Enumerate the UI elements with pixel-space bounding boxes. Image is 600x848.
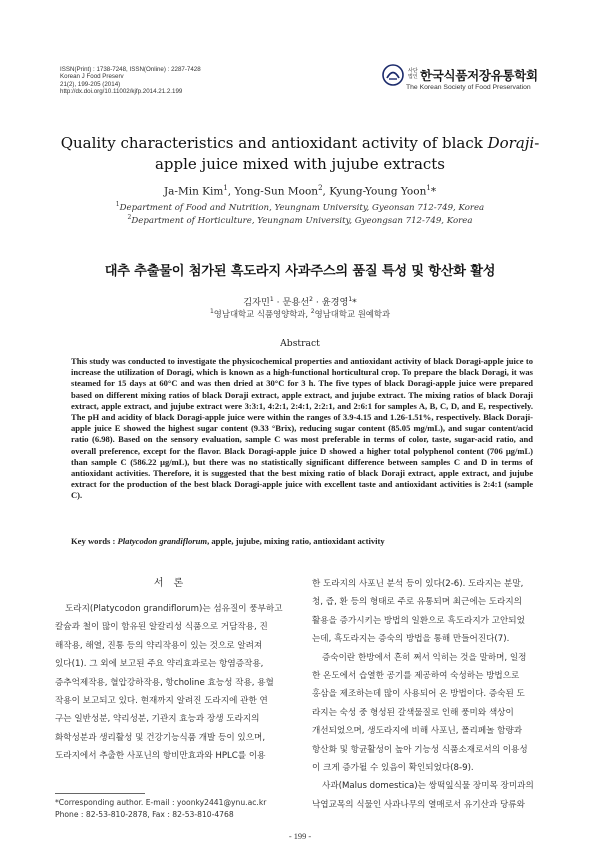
body-line: 홍삼을 제조하는데 많이 사용되어 온 방법이다. 증숙된 도 — [312, 689, 525, 700]
society-name-ko: 한국식품저장유통학회 — [420, 68, 538, 83]
journal-name: Korean J Food Preserv — [60, 73, 124, 81]
body-line: 이 크게 증가될 수 있음이 확인되었다(8-9). — [312, 763, 474, 774]
society-logo — [382, 64, 552, 94]
footnote-divider — [55, 793, 145, 794]
body-line: 는데, 흑도라지는 증숙의 방법을 통해 만들어진다(7). — [312, 634, 510, 645]
paper-title-ko: 대추 추출물이 첨가된 흑도라지 사과주스의 품질 특성 및 항산화 활성 — [104, 264, 496, 279]
body-line: 구는 일반성분, 약리성분, 기관지 효능과 장생 도라지의 — [55, 714, 260, 725]
body-line: 라지는 숙성 중 형성된 갈색물질로 인해 풍미와 색상이 — [312, 707, 514, 718]
body-line: 해작용, 해열, 진통 등의 약리작용이 있는 것으로 알려져 — [55, 640, 263, 651]
issn-text: ISSN(Print) : 1738-7248, ISSN(Online) : 2287-7428 — [60, 66, 201, 73]
society-name-en: The Korean Society of Food Preservation — [406, 84, 531, 91]
doi-link[interactable]: http://dx.doi.org/10.11002/kjfp.2014.21.2.199 — [60, 88, 183, 96]
keywords: Key words : Platycodon grandiflorum, apple, jujube, mixing ratio, antioxidant activity — [71, 536, 385, 546]
body-line: 화학성분과 생리활성 및 건강기능식품 개발 등이 있으며, — [55, 732, 266, 743]
body-line: 낙엽교목의 식물인 사과나무의 열매로서 유기산과 당류와 — [312, 799, 525, 810]
journal-meta — [60, 66, 201, 96]
left-column — [55, 600, 292, 766]
body-line: 한 도라지의 사포닌 분석 등이 있다(2-6). 도라지는 분말, — [312, 579, 524, 589]
body-line: 항산화 및 항균활성이 높아 기능성 식품소재로서의 이용성 — [312, 744, 528, 755]
body-line: 도라지(Platycodon grandiflorum)는 섬유질이 풍부하고 — [65, 604, 283, 614]
right-column — [312, 575, 548, 814]
body-line: 증추억제작용, 혈압강하작용, 항choline 효능성 작용, 용혈 — [55, 677, 274, 688]
corresponding-author-footnote — [55, 797, 266, 821]
body-line: 청, 즙, 환 등의 형태로 주로 유통되며 최근에는 도라지의 — [312, 597, 522, 608]
footnote-email: *Corresponding author. E-mail : yoonky2441@ynu.ac.kr — [55, 798, 267, 807]
paper-title-en: Quality characteristics and antioxidant activity of black Doraji-apple juice mixed with jujube extracts — [60, 134, 540, 173]
authors-ko: 김자민$^1$ · 문용선$^2$ · 윤경영$^1$* — [243, 295, 357, 308]
body-line: 한 온도에서 습열한 공기를 제공하여 숙성하는 방법으로 — [312, 671, 520, 682]
body-line: 증숙이란 한방에서 흔히 쩌서 익히는 것을 말하며, 일정 — [322, 652, 527, 663]
affiliation-1: $^1$Department of Food and Nutrition, Yeungnam University, Gyeonsan 712-749, Korea — [115, 201, 485, 213]
society-emblem-icon — [382, 64, 404, 86]
abstract-body: This study was conducted to investigate the physicochemical properties and antioxidant activity of black Doragi-apple juice to increase the utilization of Doragi, which is known as a high-functional horticultural crop. To prepare the black Doragi, it was steamed for 15 days at 60°C and was then dried at 30°C for 3 h. The five types of black Doragi-apple juice were prepared based on different mixing ratios of black Doraji extract, apple extract, and jujube extract. The mixing ratios of black Doraji extract, apple extract, and jujube extract were 3:3:1, 4:2:1, 2:4:1, 2:2:1, and 2:6:1 for samples A, B, C, D, and E, respectively. The pH and acidity of black Doragi-apple juice were within the ranges of 3.9-4.15 and 1.26-1.51%, respectively. Black Doraji-apple juice E showed the highest sugar content (9.33 °Brix), reducing sugar content (85.05 mg/mL), and sugar content/acid ratio (6.98). Based on the sensory evaluation, sample C was most preferable in terms of color, taste, sugar-acid ratio, and overall preference, except for the flavor. Black Doragi-apple juice D showed a higher total polyphenol content (706 μg/mL) than sample C (586.22 μg/mL), but there was no statistically significant difference between samples C and D in terms of antioxidant activities. Therefore, it is suggested that the best mixing ratio of black Doraji extract, apple extract, and jujube extract for the production of the best black Doragi-apple juice with excellent taste and antioxidant activities is 2:4:1 (sample C). — [71, 356, 533, 501]
body-line: 있다(1). 그 외에 보고된 주요 약리효과로는 항염증작용, — [55, 659, 264, 670]
body-line: 도라지에서 추출한 사포닌의 항비만효과와 HPLC를 이용 — [55, 751, 266, 762]
abstract-heading: Abstract — [280, 338, 320, 349]
volume-text: 21(2), 199-205 (2014) — [60, 80, 121, 88]
logo-small-text: 사단법인 — [408, 68, 418, 80]
body-line: 사과(Malus domestica)는 쌍떡잎식물 장미목 장미과의 — [322, 781, 534, 792]
affiliation-2: $^2$Department of Horticulture, Yeungnam University, Gyeongsan 712-749, Korea — [127, 214, 473, 226]
body-line: 작용이 보고되고 있다. 현재까지 알려진 도라지에 관한 연 — [55, 696, 268, 707]
page-number: - 199 - — [288, 832, 312, 841]
footnote-phone: Phone : 82-53-810-2878, Fax : 82-53-810-4768 — [55, 810, 234, 819]
authors-en: Ja-Min Kim$^1$, Yong-Sun Moon$^2$, Kyung-Young Yoon$^1$* — [163, 184, 437, 198]
body-line: 칼슘과 철이 많이 함유된 알칼리성 식품으로 거담작용, 진 — [55, 622, 268, 633]
body-line: 활용을 증가시키는 방법의 일환으로 흑도라지가 고안되었 — [312, 615, 525, 626]
section-heading-introduction: 서론 — [153, 578, 194, 589]
body-line: 개선되었으며, 생도라지에 비해 사포닌, 폴리페놀 함량과 — [312, 726, 523, 737]
affiliations-ko: $^1$영남대학교 식품영양학과, $^2$영남대학교 원예학과 — [209, 308, 391, 319]
